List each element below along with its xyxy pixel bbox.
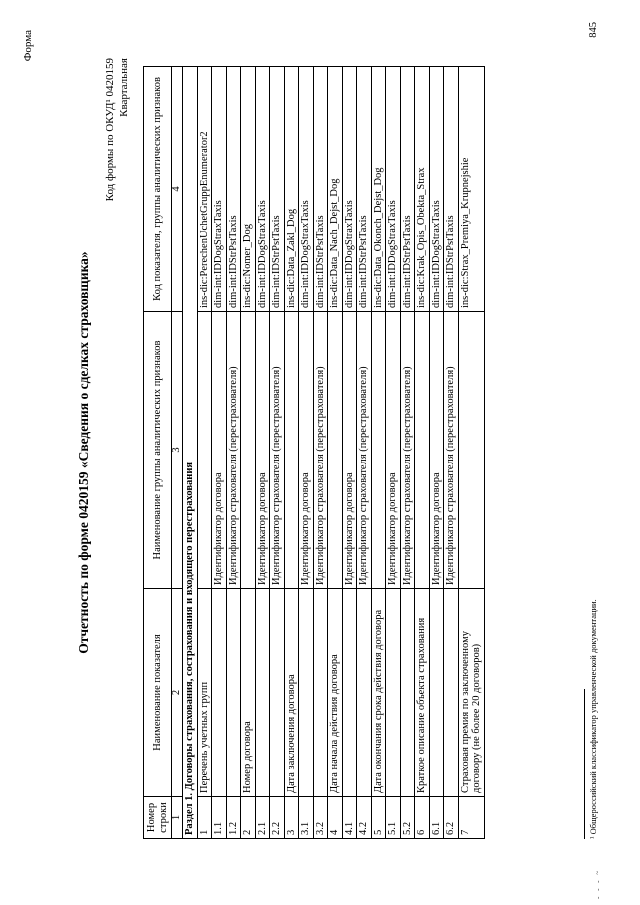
indicator-code: dim-int:IDDogStraxTaxis (342, 67, 357, 312)
table-row (458, 67, 484, 839)
table-row (386, 67, 401, 839)
row-number: 3 (284, 797, 299, 839)
header-group-name: Наименование группы аналитических признаков (144, 312, 172, 589)
column-number-row (172, 67, 183, 839)
group-name: Идентификатор страхователя (перестрахователя) (226, 312, 241, 589)
table-row (270, 67, 285, 839)
okud-code: Код формы по ОКУД¹ 0420159 (104, 58, 116, 202)
group-name: Идентификатор договора (299, 312, 314, 589)
indicator-name (444, 589, 459, 797)
column-number: 4 (172, 67, 183, 312)
column-number: 2 (172, 589, 183, 797)
indicator-code: ins-dic:Krak_Opis_Obekta_Strax (415, 67, 430, 312)
indicator-code: dim-int:IDStrPstTaxis (313, 67, 328, 312)
header-indicator-code: Код показателя, группы аналитических признаков (144, 67, 172, 312)
group-name (415, 312, 430, 589)
group-name: Идентификатор страхователя (перестрахователя) (270, 312, 285, 589)
indicator-code: ins-dic:Data_Nach_Dejst_Dog (328, 67, 343, 312)
indicator-name (313, 589, 328, 797)
column-number: 3 (172, 312, 183, 589)
row-number: 4 (328, 797, 343, 839)
group-name: Идентификатор договора (386, 312, 401, 589)
indicator-code: ins-dic:PerechenUchetGruppEnumerator2 (197, 67, 212, 312)
indicator-name (386, 589, 401, 797)
row-number: 3.1 (299, 797, 314, 839)
table-row (284, 67, 299, 839)
row-number: 2 (241, 797, 256, 839)
table-row (255, 67, 270, 839)
section-title: Раздел 1. Договоры страхования, сострахования и входящего перестрахования (183, 67, 198, 839)
group-name: Идентификатор договора (342, 312, 357, 589)
row-number: 6 (415, 797, 430, 839)
indicator-name: Краткое описание объекта страхования (415, 589, 430, 797)
indicator-code: dim-int:IDDogStraxTaxis (386, 67, 401, 312)
row-number: 7 (458, 797, 484, 839)
section-row (183, 67, 198, 839)
table-row (357, 67, 372, 839)
table-row (400, 67, 415, 839)
indicators-table (143, 66, 485, 839)
indicator-code: dim-int:IDDogStraxTaxis (255, 67, 270, 312)
group-name: Идентификатор страхователя (перестрахователя) (400, 312, 415, 589)
table-row (212, 67, 227, 839)
indicator-code: ins-dic:Data_Zakl_Dog (284, 67, 299, 312)
row-number: 5 (371, 797, 386, 839)
row-number: 2.2 (270, 797, 285, 839)
group-name: Идентификатор страхователя (перестрахователя) (357, 312, 372, 589)
table-row (226, 67, 241, 839)
page-title: Отчетность по форме 0420159 «Сведения о сделках страховщика» (76, 251, 91, 654)
row-number: 1 (197, 797, 212, 839)
group-name: Идентификатор страхователя (перестрахователя) (444, 312, 459, 589)
indicator-code: dim-int:IDDogStraxTaxis (429, 67, 444, 312)
row-number: 1.1 (212, 797, 227, 839)
page-number: 845 (588, 22, 599, 38)
footnote-divider (584, 689, 585, 839)
row-number: 5.2 (400, 797, 415, 839)
group-name: Идентификатор договора (429, 312, 444, 589)
header-row-number: Номер строки (144, 797, 172, 839)
row-number: 2.1 (255, 797, 270, 839)
table-header-row (144, 67, 172, 839)
group-name (458, 312, 484, 589)
group-name (197, 312, 212, 589)
indicator-code: dim-int:IDDogStraxTaxis (212, 67, 227, 312)
group-name: Идентификатор договора (255, 312, 270, 589)
indicator-name (270, 589, 285, 797)
table-row (429, 67, 444, 839)
indicator-name (400, 589, 415, 797)
indicator-name (226, 589, 241, 797)
table-row (299, 67, 314, 839)
column-number: 1 (172, 797, 183, 839)
indicator-name: Перечень учетных групп (197, 589, 212, 797)
group-name: Идентификатор договора (212, 312, 227, 589)
indicator-code: dim-int:IDStrPstTaxis (357, 67, 372, 312)
group-name: Идентификатор страхователя (перестрахователя) (313, 312, 328, 589)
row-number: 6.2 (444, 797, 459, 839)
indicator-name: Дата окончания срока действия договора (371, 589, 386, 797)
row-number: 5.1 (386, 797, 401, 839)
row-number: 4.1 (342, 797, 357, 839)
table-row (313, 67, 328, 839)
indicator-code: ins-dic:Data_Okonch_Dejst_Dog (371, 67, 386, 312)
indicator-code: dim-int:IDStrPstTaxis (270, 67, 285, 312)
group-name (241, 312, 256, 589)
table-row (371, 67, 386, 839)
indicator-name (357, 589, 372, 797)
indicator-code: dim-int:IDStrPstTaxis (444, 67, 459, 312)
group-name (371, 312, 386, 589)
row-number: 1.2 (226, 797, 241, 839)
indicator-name (342, 589, 357, 797)
row-number: 3.2 (313, 797, 328, 839)
table-row (197, 67, 212, 839)
table-row (328, 67, 343, 839)
periodicity: Квартальная (118, 58, 130, 117)
table-row (241, 67, 256, 839)
okud-code-block (103, 58, 131, 201)
indicator-name: Страховая премия по заключенному договору (не более 20 договоров) (458, 589, 484, 797)
table-row (415, 67, 430, 839)
indicator-name: Дата заключения договора (284, 589, 299, 797)
indicator-code: dim-int:IDStrPstTaxis (400, 67, 415, 312)
table-row (444, 67, 459, 839)
indicator-name (299, 589, 314, 797)
indicator-name: Дата начала действия договора (328, 589, 343, 797)
group-name (328, 312, 343, 589)
header-indicator-name: Наименование показателя (144, 589, 172, 797)
indicator-name (429, 589, 444, 797)
form-label: Форма (22, 30, 34, 62)
margin-marks: - - - ~ (594, 868, 602, 899)
row-number: 4.2 (357, 797, 372, 839)
indicator-name: Номер договора (241, 589, 256, 797)
group-name (284, 312, 299, 589)
indicator-name (212, 589, 227, 797)
indicator-code: ins-dic:Strax_Premiya_Krupnejshie (458, 67, 484, 312)
table-row (342, 67, 357, 839)
indicator-code: dim-int:IDStrPstTaxis (226, 67, 241, 312)
footnote: ¹ Общероссийский классификатор управленческой документации. (588, 599, 598, 839)
indicator-name (255, 589, 270, 797)
row-number: 6.1 (429, 797, 444, 839)
indicator-code: ins-dic:Nomer_Dog (241, 67, 256, 312)
indicator-code: dim-int:IDDogStraxTaxis (299, 67, 314, 312)
